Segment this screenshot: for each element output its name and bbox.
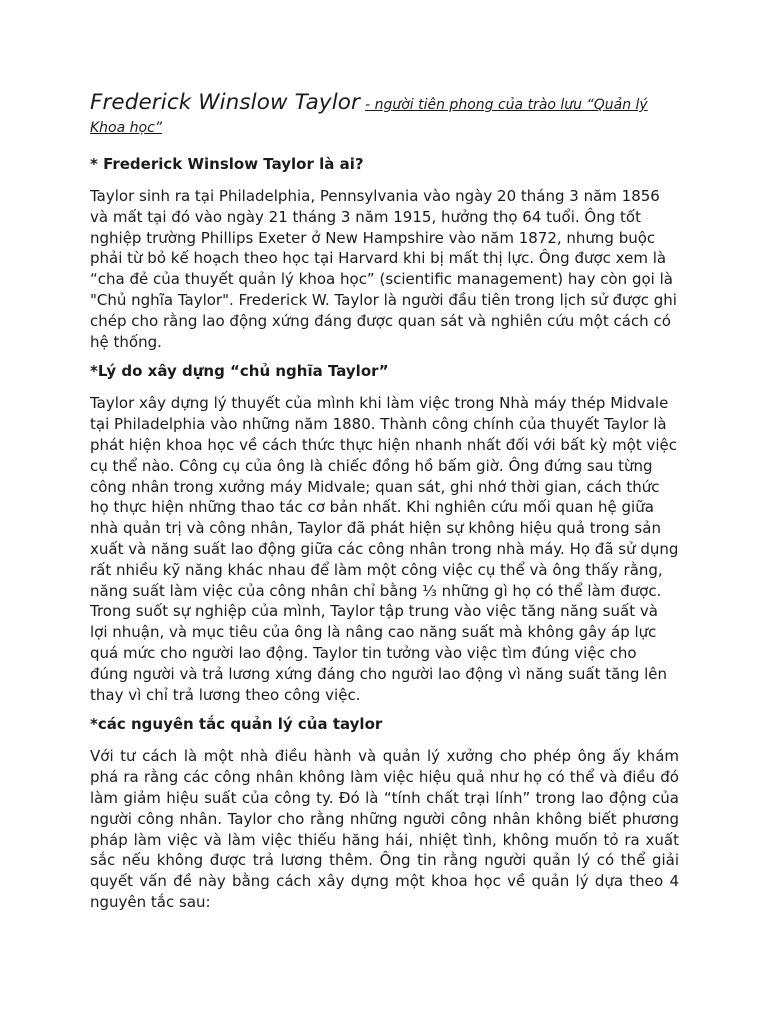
section-heading-principles: *các nguyên tắc quản lý của taylor bbox=[90, 715, 383, 734]
paragraph-biography: Taylor sinh ra tại Philadelphia, Pennsylvania vào ngày 20 tháng 3 năm 1856 và mất tại đó vào ngày 21 tháng 3 năm 1915, hưởng thọ 64 tuổi. Ông tốt nghiệp trường Phillips Exeter ở New Hampshire vào năm 1872, nhưng buộc phải từ bỏ kế hoạch theo học tại Harvard khi bị mất thị lực. Ông được xem là “cha đẻ của thuyết quản lý khoa học” (scientific management) hay còn gọi là "Chủ nghĩa Taylor". Frederick W. Taylor là người đầu tiên trong lịch sử được ghi chép cho rằng lao động xứng đáng được quan sát và nghiên cứu một cách có hệ thống. bbox=[90, 187, 677, 351]
section-heading-who-is-taylor: * Frederick Winslow Taylor là ai? bbox=[90, 155, 364, 173]
title-subtitle: - người tiên phong của trào lưu “Quản lý Khoa học” bbox=[90, 97, 648, 136]
section-heading-reason: *Lý do xây dựng “chủ nghĩa Taylor” bbox=[90, 362, 389, 381]
paragraph-reason: Taylor xây dựng lý thuyết của mình khi làm việc trong Nhà máy thép Midvale tại Philadelphia vào những năm 1880. Thành công chính của thuyết Taylor là phát hiện khoa học về cách thức thực hiện nhanh nhất đối với bất kỳ một việc cụ thể nào. Công cụ của ông là chiếc đồng hồ bấm giờ. Ông đứng sau từng công nhân trong xưởng máy Midvale; quan sát, ghi nhớ thời gian, cách thức họ thực hiện những thao tác cơ bản nhất. Khi nghiên cứu mối quan hệ giữa nhà quản trị và công nhân, Taylor đã phát hiện sự không hiệu quả trong sản xuất và năng suất lao động giữa các công nhân trong nhà máy. Họ đã sử dụng rất nhiều kỹ năng khác nhau để làm một công việc cụ thể và ông thấy rằng, năng suất làm việc của công nhân chỉ bằng ⅓ những gì họ có thể làm được. Trong suốt sự nghiệp của mình, Taylor tập trung vào việc tăng năng suất và lợi nhuận, và mục tiêu của ông là nâng cao năng suất mà không gây áp lực quá mức cho người lao động. Taylor tin tưởng vào việc tìm đúng việc cho đúng người và trả lương xứng đáng cho người lao động vì năng suất tăng lên thay vì chỉ trả lương theo công việc. bbox=[90, 394, 679, 704]
paragraph-principles: Với tư cách là một nhà điều hành và quản lý xưởng cho phép ông ấy khám phá ra rằng các công nhân không làm việc hiệu quả như họ có thể và điều đó làm giảm hiệu suất của công ty. Đó là “tính chất trại lính” trong lao động của người công nhân. Taylor cho rằng những người công nhân không biết phương pháp làm việc và làm việc thiếu hăng hái, nhiệt tình, không muốn tỏ ra xuất sắc nếu không được trả lương thêm. Ông tin rằng người quản lý có thể giải quyết vấn đề này bằng cách xây dựng một khoa học về quản lý dựa theo 4 nguyên tắc sau: bbox=[90, 747, 679, 911]
title-main: Frederick Winslow Taylor bbox=[90, 90, 360, 115]
document-title bbox=[90, 92, 679, 139]
